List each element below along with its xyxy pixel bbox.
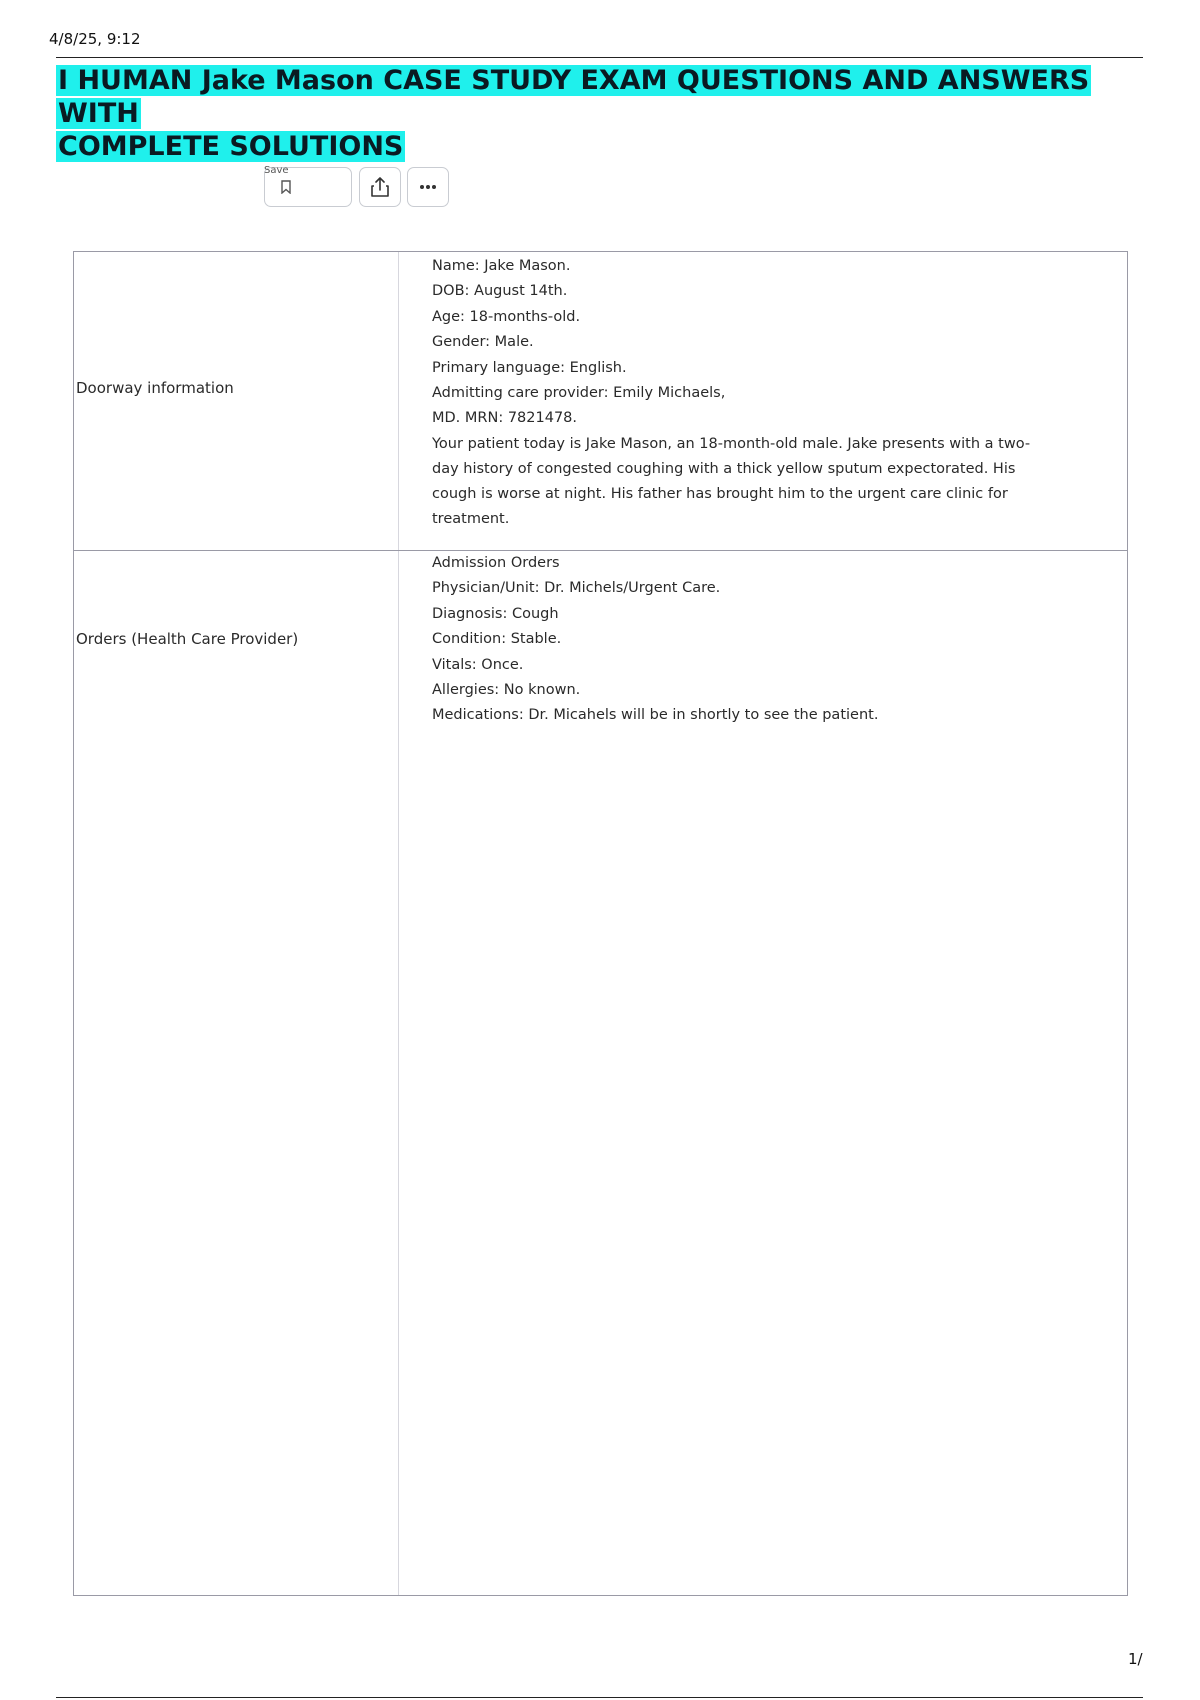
column-divider [398, 252, 399, 1595]
save-button[interactable] [264, 167, 352, 207]
share-icon [369, 176, 391, 198]
page-title [56, 64, 1096, 163]
header-rule [56, 57, 1143, 58]
more-options-button[interactable] [407, 167, 449, 207]
order-line: Admission Orders [432, 555, 560, 571]
doorway-info-cell [432, 254, 1072, 532]
row-label-orders: Orders (Health Care Provider) [76, 630, 299, 648]
patient-summary: Your patient today is Jake Mason, an 18-month-old male. Jake presents with a two-day history of congested coughing with a thick yellow sputum expectorated. His cough is worse at night. His father has brought him to the urgent care clinic for treatment. [432, 435, 1031, 527]
case-table [73, 251, 1128, 1596]
order-line: Physician/Unit: Dr. Michels/Urgent Care. [432, 580, 721, 597]
doorway-line: Name: Jake Mason. [432, 258, 571, 274]
title-line-2: COMPLETE SOLUTIONS [58, 131, 404, 162]
save-label: Save [264, 165, 289, 176]
doorway-line: Age: 18-months-old. [432, 308, 581, 325]
print-timestamp: 4/8/25, 9:12 [49, 30, 141, 48]
row-label-doorway: Doorway information [76, 379, 234, 397]
order-line: Allergies: No known. [432, 682, 581, 699]
more-icon [417, 178, 439, 196]
footer-rule [56, 1697, 1143, 1698]
page-number: 1/ [1128, 1650, 1143, 1668]
doorway-line: Gender: Male. [432, 334, 534, 351]
order-line: Vitals: Once. [432, 656, 524, 673]
share-button[interactable] [359, 167, 401, 207]
title-line-1: I HUMAN Jake Mason CASE STUDY EXAM QUESTIONS AND ANSWERS WITH [58, 65, 1090, 129]
doorway-line: Admitting care provider: Emily Michaels, [432, 385, 726, 402]
order-line: Condition: Stable. [432, 631, 562, 648]
doorway-line: MD. MRN: 7821478. [432, 410, 578, 427]
doorway-line: DOB: August 14th. [432, 283, 568, 300]
doorway-line: Primary language: English. [432, 359, 627, 376]
bookmark-icon [281, 180, 291, 194]
order-line: Medications: Dr. Micahels will be in shortly to see the patient. [432, 707, 879, 724]
orders-cell [432, 551, 1072, 729]
order-line: Diagnosis: Cough [432, 605, 559, 622]
